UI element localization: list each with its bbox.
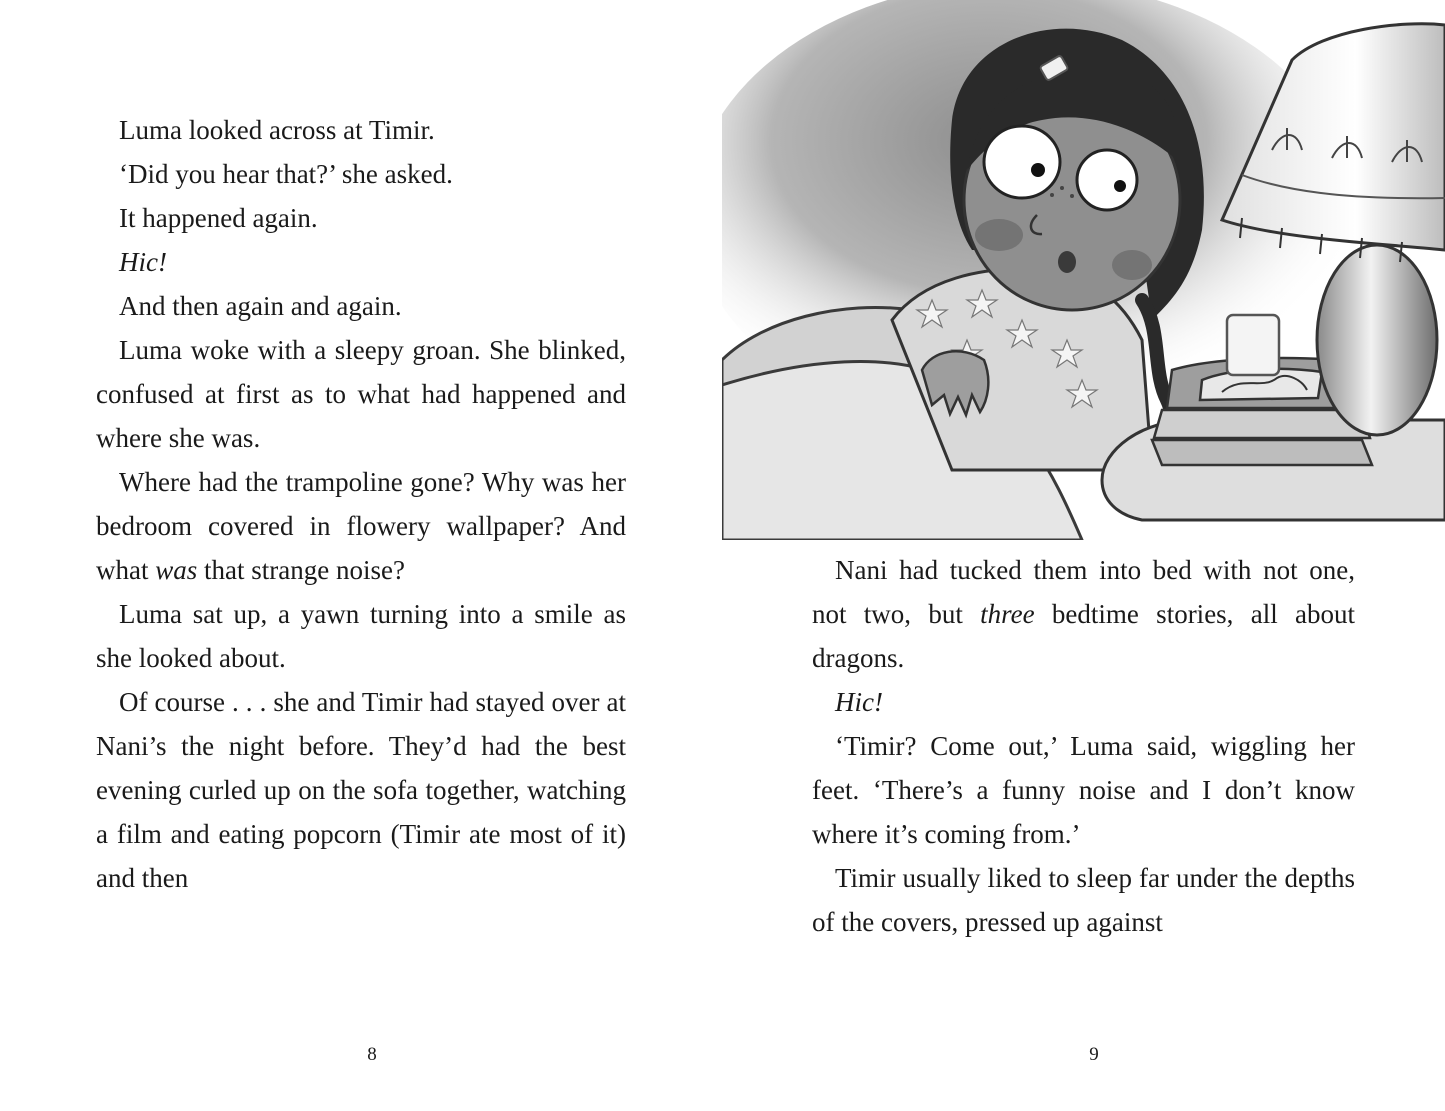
paragraph: And then again and again. <box>119 291 402 321</box>
left-page-text <box>96 108 626 900</box>
paragraph: Of course . . . she and Timir had stayed over at Nani’s the night before. They’d had the best evening curled up on the sofa together, watching a film and eating popcorn (Timir ate most of it) and then <box>96 687 626 893</box>
text-run: bedtime stories, all about dragons. <box>812 599 1355 673</box>
page-number: 9 <box>1089 1044 1099 1065</box>
page-number: 8 <box>367 1044 377 1065</box>
glass <box>1227 315 1279 375</box>
lamp-vase <box>1317 245 1437 435</box>
mouth <box>1058 251 1076 273</box>
left-cheek <box>975 219 1023 251</box>
paragraph-hic: Hic! <box>835 687 883 717</box>
hand <box>922 351 988 415</box>
paragraph-hic: Hic! <box>119 247 167 277</box>
right-eye <box>1077 150 1137 210</box>
right-pupil <box>1114 180 1126 192</box>
paragraph: Luma looked across at Timir. <box>119 115 435 145</box>
girl-in-bed-illustration <box>722 0 1445 540</box>
paragraph: Luma sat up, a yawn turning into a smile as she looked about. <box>96 599 626 673</box>
emphasis: was <box>155 555 198 585</box>
paragraph: Timir usually liked to sleep far under the depths of the covers, pressed up against <box>812 863 1355 937</box>
left-pupil <box>1031 163 1045 177</box>
right-page <box>722 0 1445 1111</box>
text-run: that strange noise? <box>197 555 405 585</box>
paragraph <box>96 460 626 592</box>
text-run: Where had the trampoline gone? Why was her bedroom covered in flowery wallpaper? And what <box>96 467 626 585</box>
left-page <box>0 0 722 1111</box>
paragraph: It happened again. <box>119 203 318 233</box>
emphasis: three <box>980 599 1035 629</box>
paragraph: ‘Timir? Come out,’ Luma said, wiggling her feet. ‘There’s a funny noise and I don’t know where it’s coming from.’ <box>812 731 1355 849</box>
right-page-text <box>812 548 1355 944</box>
left-eye <box>984 126 1060 198</box>
text-run: Nani had tucked them into bed with not one, not two, but <box>812 555 1355 629</box>
right-cheek <box>1112 250 1152 280</box>
paragraph: ‘Did you hear that?’ she asked. <box>119 159 453 189</box>
paragraph: Luma woke with a sleepy groan. She blinked, confused at first as to what had happened and where she was. <box>96 335 626 453</box>
paragraph <box>812 548 1355 680</box>
